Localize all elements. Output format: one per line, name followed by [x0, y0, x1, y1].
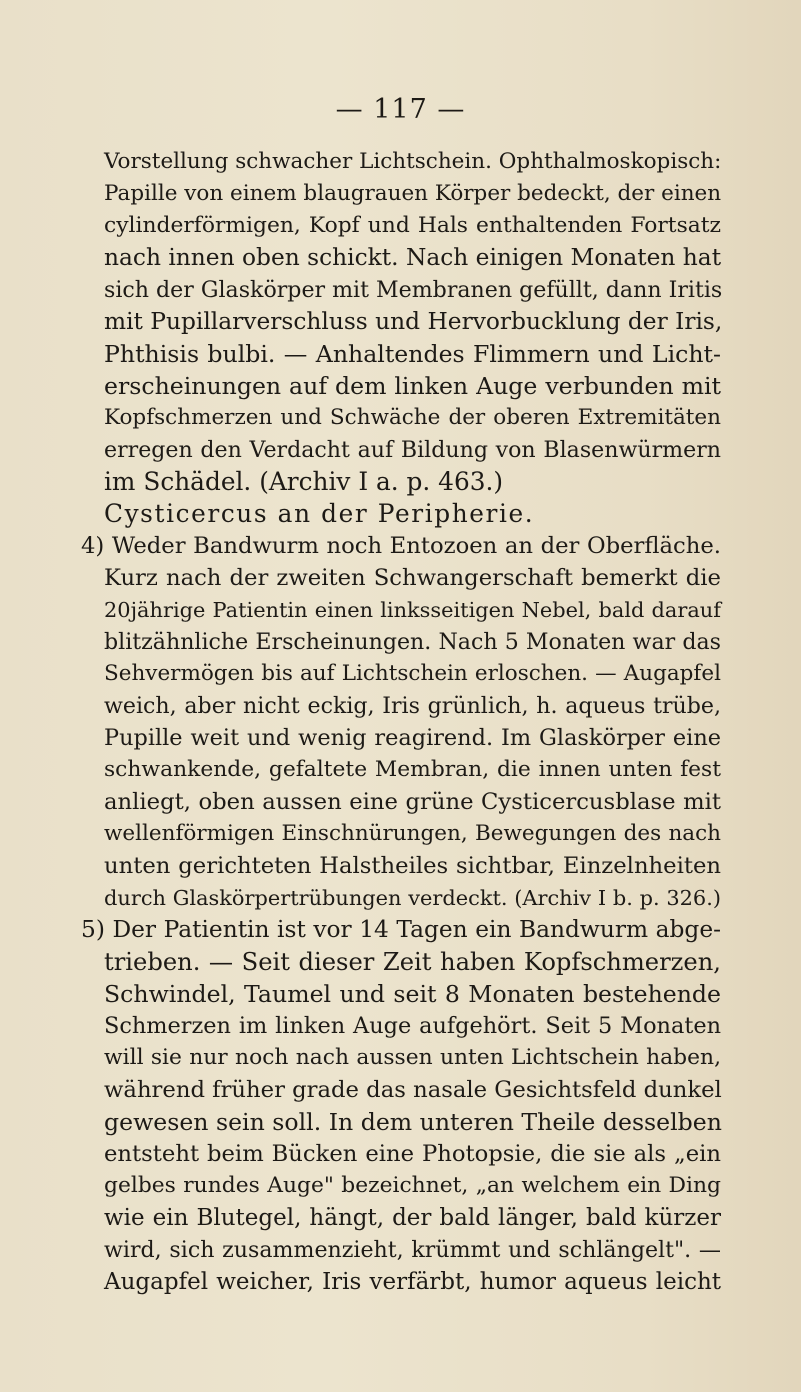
text-line: wird, sich zusammenzieht, krümmt und schlängelt". — — [104, 1237, 721, 1263]
text-line: sich der Glaskörper mit Membranen gefüllt, dann Iritis — [104, 277, 723, 303]
text-line: durch Glaskörpertrübungen verdeckt. (Archiv I b. p. 326.) — [104, 886, 721, 910]
text-line: Phthisis bulbi. — Anhaltendes Flimmern und Licht- — [104, 340, 721, 368]
text-line: schwankende, gefaltete Membran, die innen unten fest — [104, 757, 721, 782]
text-line: Vorstellung schwacher Lichtschein. Ophthalmoskopisch: — [104, 149, 722, 174]
text-line: Papille von einem blaugrauen Körper bedeckt, der einen — [104, 181, 722, 206]
text-line: erscheinungen auf dem linken Auge verbunden mit — [104, 372, 721, 400]
text-line: blitzähnliche Erscheinungen. Nach 5 Monaten war das — [104, 629, 721, 655]
text-line: Schwindel, Taumel und seit 8 Monaten bestehende — [104, 980, 721, 1008]
text-line: Sehvermögen bis auf Lichtschein erloschen. — Augapfel — [104, 661, 721, 686]
page-number: — 117 — — [335, 94, 466, 125]
text-line: 4) Weder Bandwurm noch Entozoen an der Oberfläche. — [81, 533, 721, 559]
text-line: trieben. — Seit dieser Zeit haben Kopfschmerzen, — [104, 948, 721, 976]
text-line: während früher grade das nasale Gesichtsfeld dunkel — [104, 1077, 722, 1103]
text-line: gelbes rundes Auge" bezeichnet, „an welchem ein Ding — [104, 1173, 721, 1198]
text-line: 20jährige Patientin einen linksseitigen Nebel, bald darauf — [104, 598, 721, 622]
text-line: will sie nur noch nach aussen unten Lichtschein haben, — [104, 1045, 721, 1070]
text-line: wie ein Blutegel, hängt, der bald länger, bald kürzer — [104, 1205, 721, 1231]
text-line: entsteht beim Bücken eine Photopsie, die sie als „ein — [104, 1141, 721, 1167]
text-line: Augapfel weicher, Iris verfärbt, humor aqueus leicht — [104, 1269, 721, 1295]
text-line: anliegt, oben aussen eine grüne Cysticercusblase mit — [104, 789, 721, 815]
text-line: erregen den Verdacht auf Bildung von Blasenwürmern — [104, 437, 721, 463]
text-line: Kurz nach der zweiten Schwangerschaft bemerkt die — [104, 565, 721, 591]
text-line: im Schädel. (Archiv I a. p. 463.) — [104, 467, 504, 496]
text-line: wellenförmigen Einschnürungen, Bewegungen des nach — [104, 821, 721, 846]
text-line: Pupille weit und wenig reagirend. Im Glaskörper eine — [104, 725, 721, 751]
text-line: nach innen oben schickt. Nach einigen Monaten hat — [104, 244, 722, 271]
text-line: Schmerzen im linken Auge aufgehört. Seit 5 Monaten — [104, 1013, 721, 1039]
text-line: cylinderförmigen, Kopf und Hals enthaltenden Fortsatz — [104, 213, 721, 238]
text-line: Cysticercus an der Peripherie. — [104, 499, 535, 528]
text-line: Kopfschmerzen und Schwäche der oberen Extremitäten — [104, 405, 721, 430]
text-line: gewesen sein soll. In dem unteren Theile desselben — [104, 1108, 722, 1136]
body-text — [81, 146, 721, 1298]
text-line: unten gerichteten Halstheiles sichtbar, Einzelnheiten — [104, 853, 721, 879]
text-line: 5) Der Patientin ist vor 14 Tagen ein Bandwurm abge- — [81, 916, 721, 943]
text-line: mit Pupillarverschluss und Hervorbucklung der Iris, — [104, 308, 723, 335]
text-line: weich, aber nicht eckig, Iris grünlich, h. aqueus trübe, — [104, 693, 721, 719]
